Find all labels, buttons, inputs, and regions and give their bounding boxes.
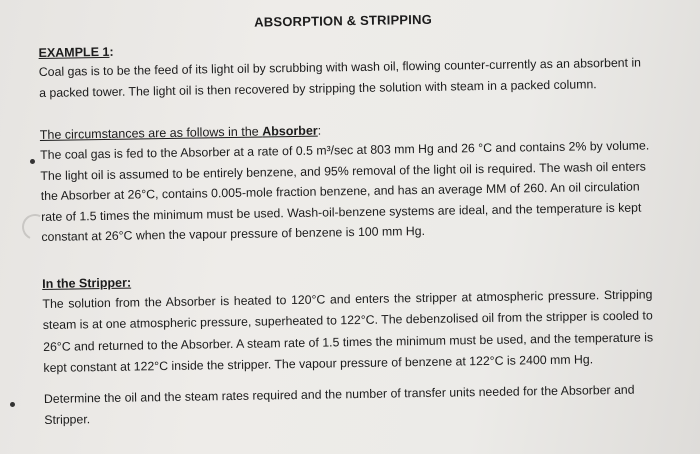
absorber-heading-bold: Absorber bbox=[262, 123, 318, 139]
page-title: ABSORPTION & STRIPPING bbox=[254, 11, 433, 30]
example-colon: : bbox=[109, 44, 114, 59]
absorber-heading-suffix: : bbox=[317, 123, 322, 138]
absorber-heading-prefix: The circumstances are as follows in the bbox=[39, 124, 263, 142]
stripper-heading: In the Stripper: bbox=[42, 275, 132, 291]
absorber-paragraph: The coal gas is fed to the Absorber at a rate of 0.5 m³/sec at 803 mm Hg and 26 °C and contains 2% by volume. The light oil is assumed to be entirely benzene, and 95% removal of the light oil is required. The wash oil enters the Absorber at 26°C, contains 0.005-mole fraction benzene, and has an average MM of 260. An oil circulation rate of 1.5 times the minimum must be used. Wash-oil-benzene systems are ideal, and the temperature is kept constant at 26°C when the vapour pressure of benzene is 100 mm Hg. bbox=[40, 138, 650, 244]
document-content bbox=[38, 8, 654, 431]
intro-paragraph: Coal gas is to be the feed of its light oil by scrubbing with wash oil, flowing counter-currently as an absorbent in a packed tower. The light oil is then recovered by stripping the solution with steam in a packed column. bbox=[38, 55, 642, 100]
margin-dot bbox=[30, 159, 35, 164]
stripper-paragraph: The solution from the Absorber is heated to 120°C and enters the stripper at atmospheric pressure. Stripping steam is at one atmospheric pressure, superheated to 122°C. The debenzolised oil from the stripper is cooled to 26°C and returned to the Absorber. A steam rate of 1.5 times the minimum must be used, and the temperature is kept constant at 122°C inside the stripper. The vapour pressure of benzene at 122°C is 2400 mm Hg. bbox=[42, 286, 654, 375]
question-paragraph: Determine the oil and the steam rates required and the number of transfer units needed for the Absorber and Stripper. bbox=[43, 382, 635, 427]
margin-dot bbox=[10, 402, 15, 407]
example-label: EXAMPLE 1 bbox=[38, 44, 110, 60]
